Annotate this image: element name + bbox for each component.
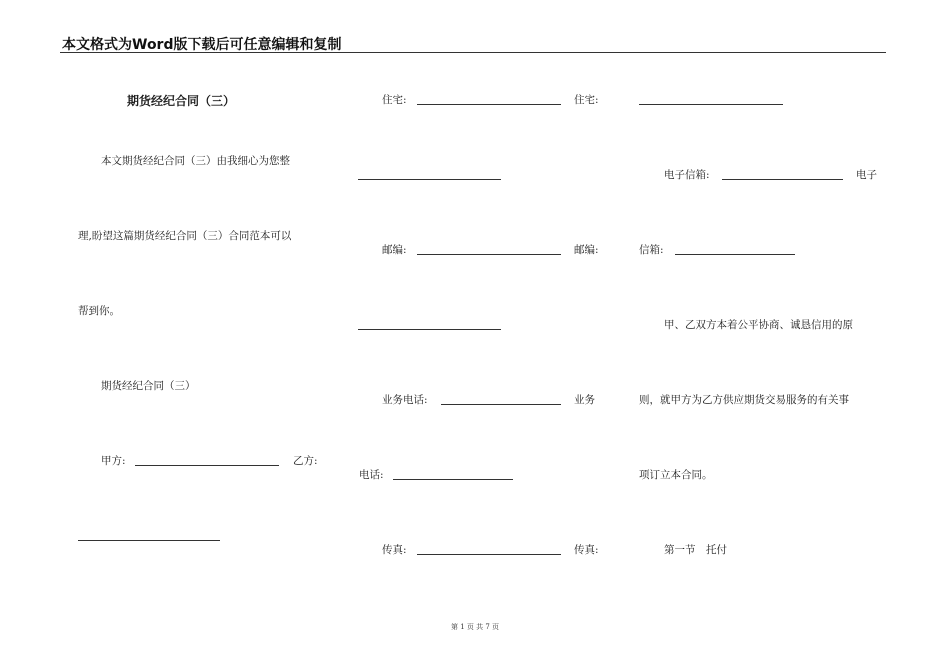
header-divider xyxy=(60,52,886,53)
email-label-a: 电子信箱: xyxy=(664,169,710,181)
phone-label-b: 电话: xyxy=(359,469,384,481)
email-prefix-b: 电子 xyxy=(856,169,877,181)
residence-blank-b xyxy=(639,104,783,105)
business-phone-blank-a xyxy=(441,404,561,405)
email-blank-a xyxy=(722,179,843,180)
continuation-blank-2 xyxy=(358,329,501,330)
page-header-title: 本文格式为Word版下载后可任意编辑和复制 xyxy=(62,37,342,53)
fax-label-a: 传真: xyxy=(382,544,407,556)
business-phone-label-a: 业务电话: xyxy=(382,394,428,406)
business-prefix-b: 业务 xyxy=(574,394,595,406)
phone-blank-b xyxy=(393,479,513,480)
fax-blank-a xyxy=(417,554,561,555)
postcode-label-a: 邮编: xyxy=(382,244,407,256)
intro-line-1: 本文期货经纪合同（三）由我细心为您整 xyxy=(101,155,290,167)
party-b-label: 乙方: xyxy=(293,455,318,467)
principle-line-3: 项订立本合同。 xyxy=(639,469,713,481)
intro-line-2: 理,盼望这篇期货经纪合同（三）合同范本可以 xyxy=(78,230,292,242)
party-b-blank xyxy=(78,540,220,541)
residence-blank-a xyxy=(417,104,561,105)
residence-label-b: 住宅: xyxy=(574,94,599,106)
party-a-label: 甲方: xyxy=(101,455,126,467)
email-blank-b xyxy=(675,254,795,255)
principle-line-2: 则，就甲方为乙方供应期货交易服务的有关事 xyxy=(639,394,849,406)
fax-label-b: 传真: xyxy=(574,544,599,556)
principle-line-1: 甲、乙双方本着公平协商、诚恳信用的原 xyxy=(664,319,853,331)
postcode-blank-a xyxy=(417,254,561,255)
document-title: 期货经纪合同（三） xyxy=(127,94,236,108)
continuation-blank-1 xyxy=(358,179,501,180)
postcode-label-b: 邮编: xyxy=(574,244,599,256)
section-1-heading: 第一节 托付 xyxy=(664,544,727,556)
residence-label-a: 住宅: xyxy=(382,94,407,106)
email-suffix-b: 信箱: xyxy=(639,244,664,256)
party-a-blank xyxy=(135,465,279,466)
intro-line-3: 帮到你。 xyxy=(78,305,120,317)
page-number: 第 1 页 共 7 页 xyxy=(450,623,500,631)
section-title: 期货经纪合同（三） xyxy=(101,380,196,392)
